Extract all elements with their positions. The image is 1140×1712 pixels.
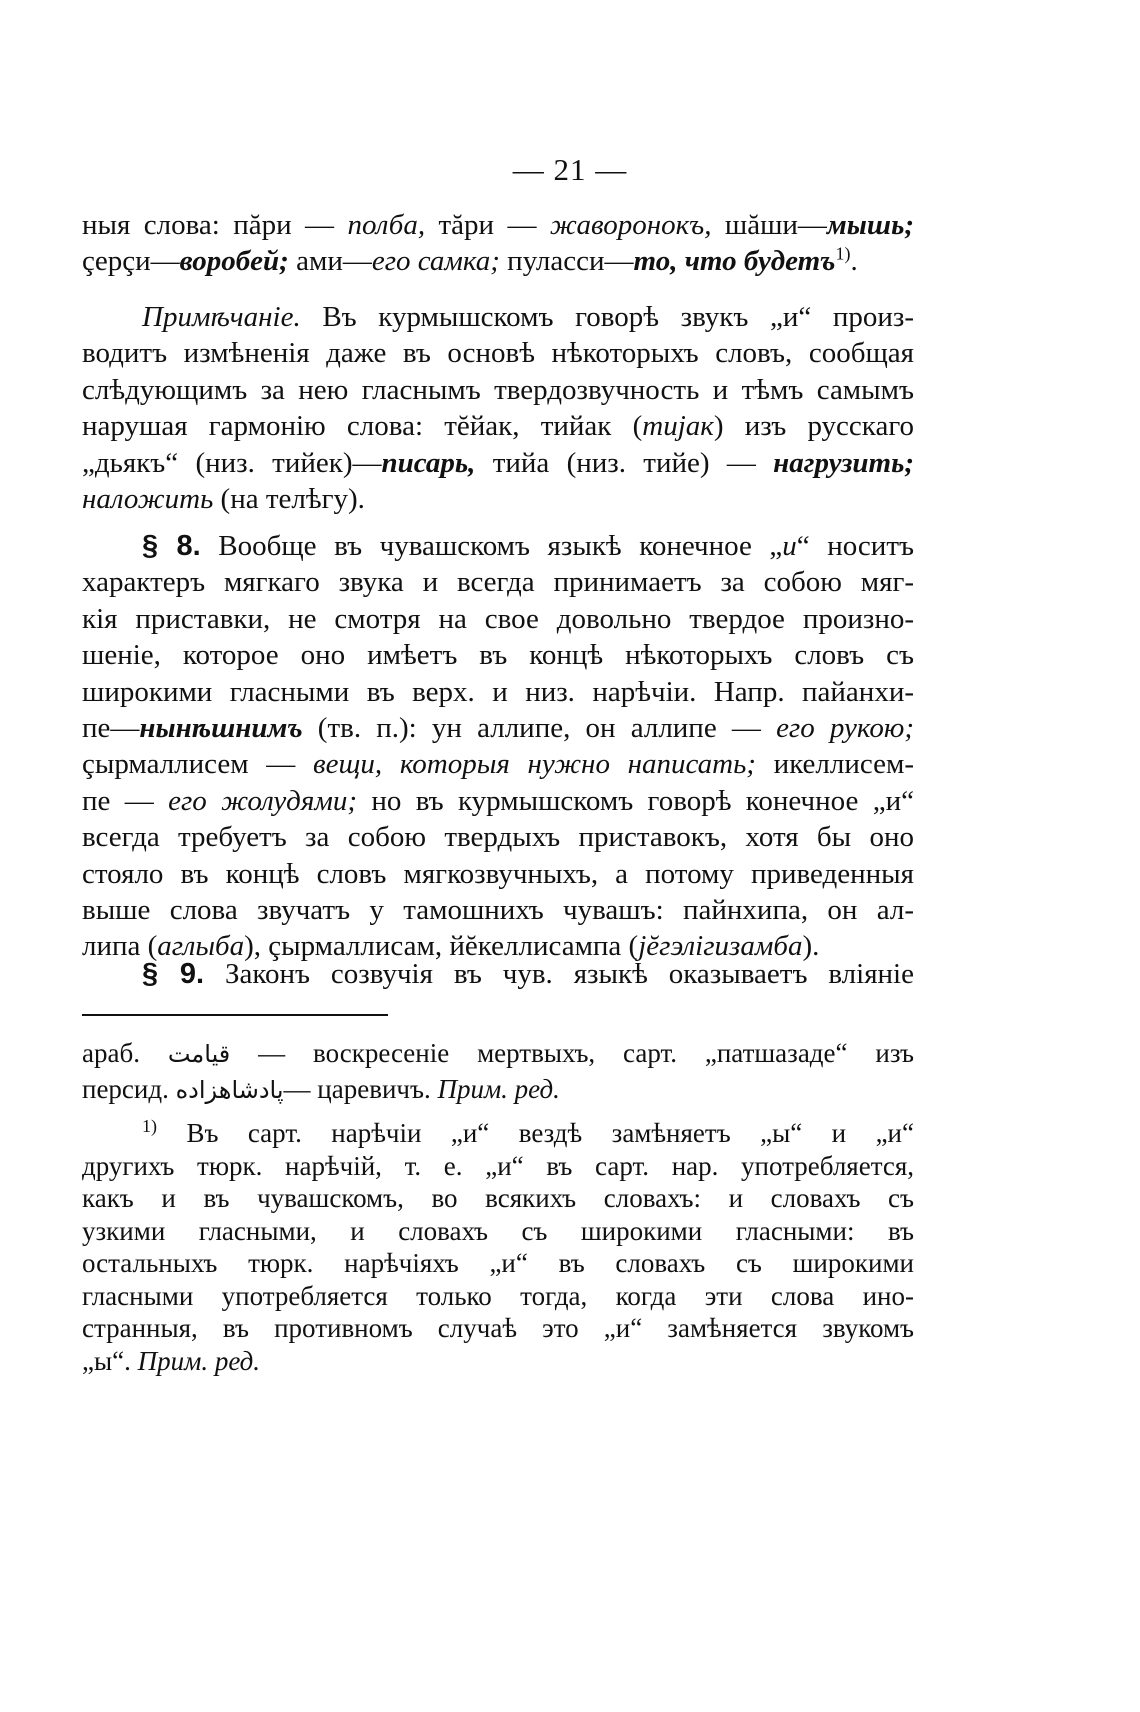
italic-run: жаворонокъ, bbox=[549, 209, 712, 241]
text-run: араб. bbox=[82, 1038, 168, 1068]
text-run: ). bbox=[802, 930, 820, 963]
text-line: стояло въ концѣ словъ мягкозвучныхъ, а потому приведенныя bbox=[82, 857, 914, 890]
text-line: остальныхъ тюрк. нарѣчіяхъ „и“ въ словахъ съ широкими bbox=[82, 1248, 914, 1278]
text-run: нарушая гармонію слова: тĕйак, тийак ( bbox=[82, 410, 643, 443]
footnote-marker: 1) bbox=[142, 1116, 157, 1136]
italic-run: вещи, которыя нужно написать; bbox=[313, 748, 756, 781]
text-run: Законъ созвучія въ чув. языкѣ оказываетъ вліяніе bbox=[204, 958, 914, 990]
text-line bbox=[82, 243, 914, 279]
section-8 bbox=[82, 528, 914, 965]
text-line: водитъ измѣненія даже въ основѣ нѣкоторыхъ словъ, сообщая bbox=[82, 337, 914, 370]
text-line: характеръ мягкаго звука и всегда принимаетъ за собою мяг- bbox=[82, 566, 914, 599]
text-line bbox=[82, 445, 914, 481]
text-run: икеллисем- bbox=[755, 748, 914, 781]
text-line bbox=[82, 710, 914, 746]
text-line bbox=[82, 408, 914, 444]
italic-run: его жолудями; bbox=[168, 784, 357, 817]
italic-run: и bbox=[782, 530, 797, 562]
text-run: Вообще въ чувашскомъ языкѣ конечное „ bbox=[200, 530, 783, 562]
text-line bbox=[82, 783, 914, 819]
text-line bbox=[82, 1036, 914, 1072]
text-run: Въ сарт. нарѣчіи „и“ вездѣ замѣняетъ „ы“ и „и“ bbox=[157, 1118, 914, 1148]
page-number: — 21 — bbox=[512, 152, 628, 187]
footnote-separator bbox=[82, 1014, 388, 1016]
text-run: ) изъ русскаго bbox=[713, 410, 914, 443]
italic-run: мышь; bbox=[826, 209, 914, 241]
text-run: — воскресеніе мертвыхъ, сарт. „патшазаде“ изъ bbox=[230, 1038, 914, 1068]
text-run: “ носитъ bbox=[796, 530, 914, 562]
arabic-word: قیامت bbox=[167, 1040, 231, 1068]
text-run: липа ( bbox=[82, 930, 158, 963]
text-run: (на телѣгу). bbox=[213, 483, 365, 516]
italic-run: нагрузить; bbox=[773, 446, 914, 479]
text-line bbox=[82, 481, 914, 517]
text-run: — царевичъ. bbox=[283, 1073, 438, 1104]
text-run: тийа (низ. тийе) — bbox=[475, 446, 774, 479]
text-line: какъ и въ чувашскомъ, во всякихъ словахъ: и словахъ съ bbox=[82, 1183, 914, 1213]
italic-run: его рукою; bbox=[776, 712, 914, 745]
italic-run: то, что будетъ bbox=[633, 245, 836, 278]
italic-run: Прим. ред. bbox=[137, 1345, 261, 1376]
text-run: но въ курмышскомъ говорѣ конечное „и“ bbox=[357, 784, 914, 817]
italic-run: полба, bbox=[347, 209, 426, 241]
text-run: (тв. п.): ун аллипе, он аллипе — bbox=[302, 712, 777, 745]
text-line bbox=[82, 956, 914, 992]
text-line bbox=[82, 746, 914, 782]
paragraph-continuation bbox=[82, 207, 914, 280]
text-line bbox=[82, 1345, 914, 1378]
text-line: другихъ тюрк. нарѣчій, т. е. „и“ въ сарт. нар. употребляется, bbox=[82, 1150, 914, 1181]
arabic-word: پادشاهزاده bbox=[175, 1075, 284, 1104]
text-run: . bbox=[850, 245, 858, 278]
note-title: Примѣчаніе. bbox=[142, 301, 301, 333]
text-line bbox=[82, 1072, 914, 1108]
text-run: çырмаллисем — bbox=[82, 748, 314, 781]
text-line: шеніе, которое оно имѣетъ въ концѣ нѣкоторыхъ словъ съ bbox=[82, 639, 914, 672]
italic-run: воробей; bbox=[179, 245, 289, 278]
text-run: шăши— bbox=[711, 209, 827, 241]
text-line: узкими гласными, и словахъ съ широкими гласными: въ bbox=[82, 1215, 914, 1246]
text-run: çерçи— bbox=[82, 245, 180, 278]
text-line: слѣдующимъ за нею гласнымъ твердозвучность и тѣмъ самымъ bbox=[82, 373, 914, 406]
text-line bbox=[82, 207, 914, 243]
text-run: персид. bbox=[82, 1073, 176, 1104]
italic-run: его самка; bbox=[371, 245, 500, 278]
text-line: широкими гласными въ верх. и низ. нарѣчіи. Напр. пайанхи- bbox=[82, 675, 914, 708]
italic-run: тијак bbox=[642, 410, 714, 443]
text-run: пе — bbox=[82, 784, 169, 817]
italic-run: нынѣшнимъ bbox=[139, 712, 303, 745]
footnote-1 bbox=[82, 1117, 914, 1377]
italic-run: писарь, bbox=[381, 446, 476, 479]
text-run: ), çырмаллисам, йĕкеллисампа ( bbox=[244, 930, 639, 963]
section-9 bbox=[82, 956, 914, 992]
section-number: § 9. bbox=[142, 958, 205, 990]
text-line: всегда требуетъ за собою твердыхъ приставокъ, хотя бы оно bbox=[82, 821, 914, 854]
italic-run: Прим. ред. bbox=[437, 1073, 560, 1104]
text-run: „дьякъ“ (низ. тийек)— bbox=[82, 446, 382, 479]
note-paragraph bbox=[82, 299, 914, 517]
text-run: пе— bbox=[82, 712, 140, 745]
text-line: выше слова звучатъ у тамошнихъ чувашъ: пайнхипа, он ал- bbox=[82, 894, 914, 927]
text-run: ныя слова: пăри — bbox=[82, 209, 348, 241]
text-run: тăри — bbox=[425, 209, 550, 241]
italic-run: јĕгэлiгизамба bbox=[638, 930, 803, 963]
text-line: гласными употребляется только тогда, когда эти слова ино- bbox=[82, 1280, 914, 1311]
text-run: ами— bbox=[288, 245, 372, 278]
text-run: „ы“. bbox=[82, 1345, 138, 1376]
footnote-ref: 1) bbox=[835, 243, 851, 264]
text-line bbox=[82, 299, 914, 335]
italic-run: наложить bbox=[82, 483, 214, 516]
text-line: странныя, въ противномъ случаѣ это „и“ замѣняется звукомъ bbox=[82, 1313, 914, 1343]
text-run: пуласси— bbox=[499, 245, 634, 278]
text-line bbox=[82, 528, 914, 564]
footnote-continuation bbox=[82, 1036, 914, 1107]
text-line bbox=[82, 1117, 914, 1150]
text-line: кія приставки, не смотря на свое довольно твердое произно- bbox=[82, 602, 914, 635]
italic-run: аглыба bbox=[157, 930, 245, 963]
text-run: Въ курмышскомъ говорѣ звукъ „и“ произ- bbox=[322, 301, 914, 333]
section-number: § 8. bbox=[142, 530, 201, 562]
